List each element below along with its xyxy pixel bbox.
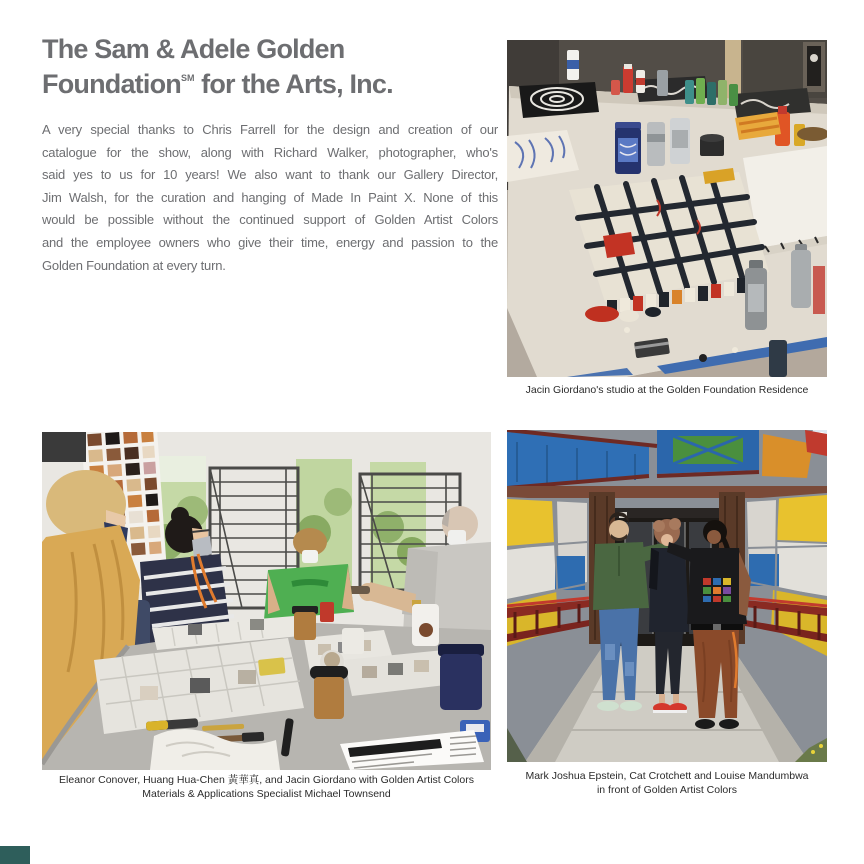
paragraph-line: and the employee owners who give their time, energy and passion to the — [42, 234, 498, 250]
title-line-2 — [42, 65, 393, 100]
title-rest: for the Arts, Inc. — [194, 69, 393, 99]
photo-group-image — [507, 430, 827, 762]
intro-paragraph — [42, 119, 498, 277]
paragraph-line: A very special thanks to Chris Farrell for the design and creation of our — [42, 122, 498, 137]
title-foundation: Foundation — [42, 69, 181, 99]
photo-workshop-image — [42, 432, 491, 770]
spiral-painting — [519, 82, 599, 118]
photo-group-figure — [507, 430, 827, 762]
tshirt-graphic — [703, 578, 731, 602]
photo-studio-image — [507, 40, 827, 377]
service-mark: SM — [180, 73, 195, 83]
photo-group-caption — [507, 770, 827, 797]
paragraph-line: Jim Walsh, for the curation and hanging of Made In Paint X. None of this — [42, 189, 498, 205]
photo-workshop-figure — [42, 432, 491, 770]
caption-line-1: Eleanor Conover, Huang Hua-Chen 黃華真, and Jacin Giordano with Golden Artist Colors — [59, 774, 474, 786]
caption-line-2: in front of Golden Artist Colors — [596, 783, 738, 796]
page-corner-tab — [0, 846, 30, 864]
caption-line-2: Materials & Applications Specialist Michael Townsend — [142, 787, 391, 800]
photo-workshop-caption — [42, 774, 491, 801]
paragraph-line: catalogue for the show, along with Richard Walker, photographer, who's — [42, 144, 498, 160]
paragraph-line: Golden Foundation at every turn. — [42, 257, 226, 273]
photo-studio-figure — [507, 40, 827, 377]
paragraph-line: said yes to us for 10 years! We also want to thank our Gallery Director, — [42, 167, 498, 183]
caption-line-1: Mark Joshua Epstein, Cat Crotchett and Louise Mandumbwa — [525, 770, 809, 782]
paragraph-line: would be possible without the continued support of Golden Artist Colors — [42, 212, 498, 228]
page-title — [42, 34, 393, 100]
title-line-1: The Sam & Adele Golden — [42, 34, 345, 64]
photo-studio-caption: Jacin Giordano's studio at the Golden Foundation Residence — [525, 384, 809, 396]
